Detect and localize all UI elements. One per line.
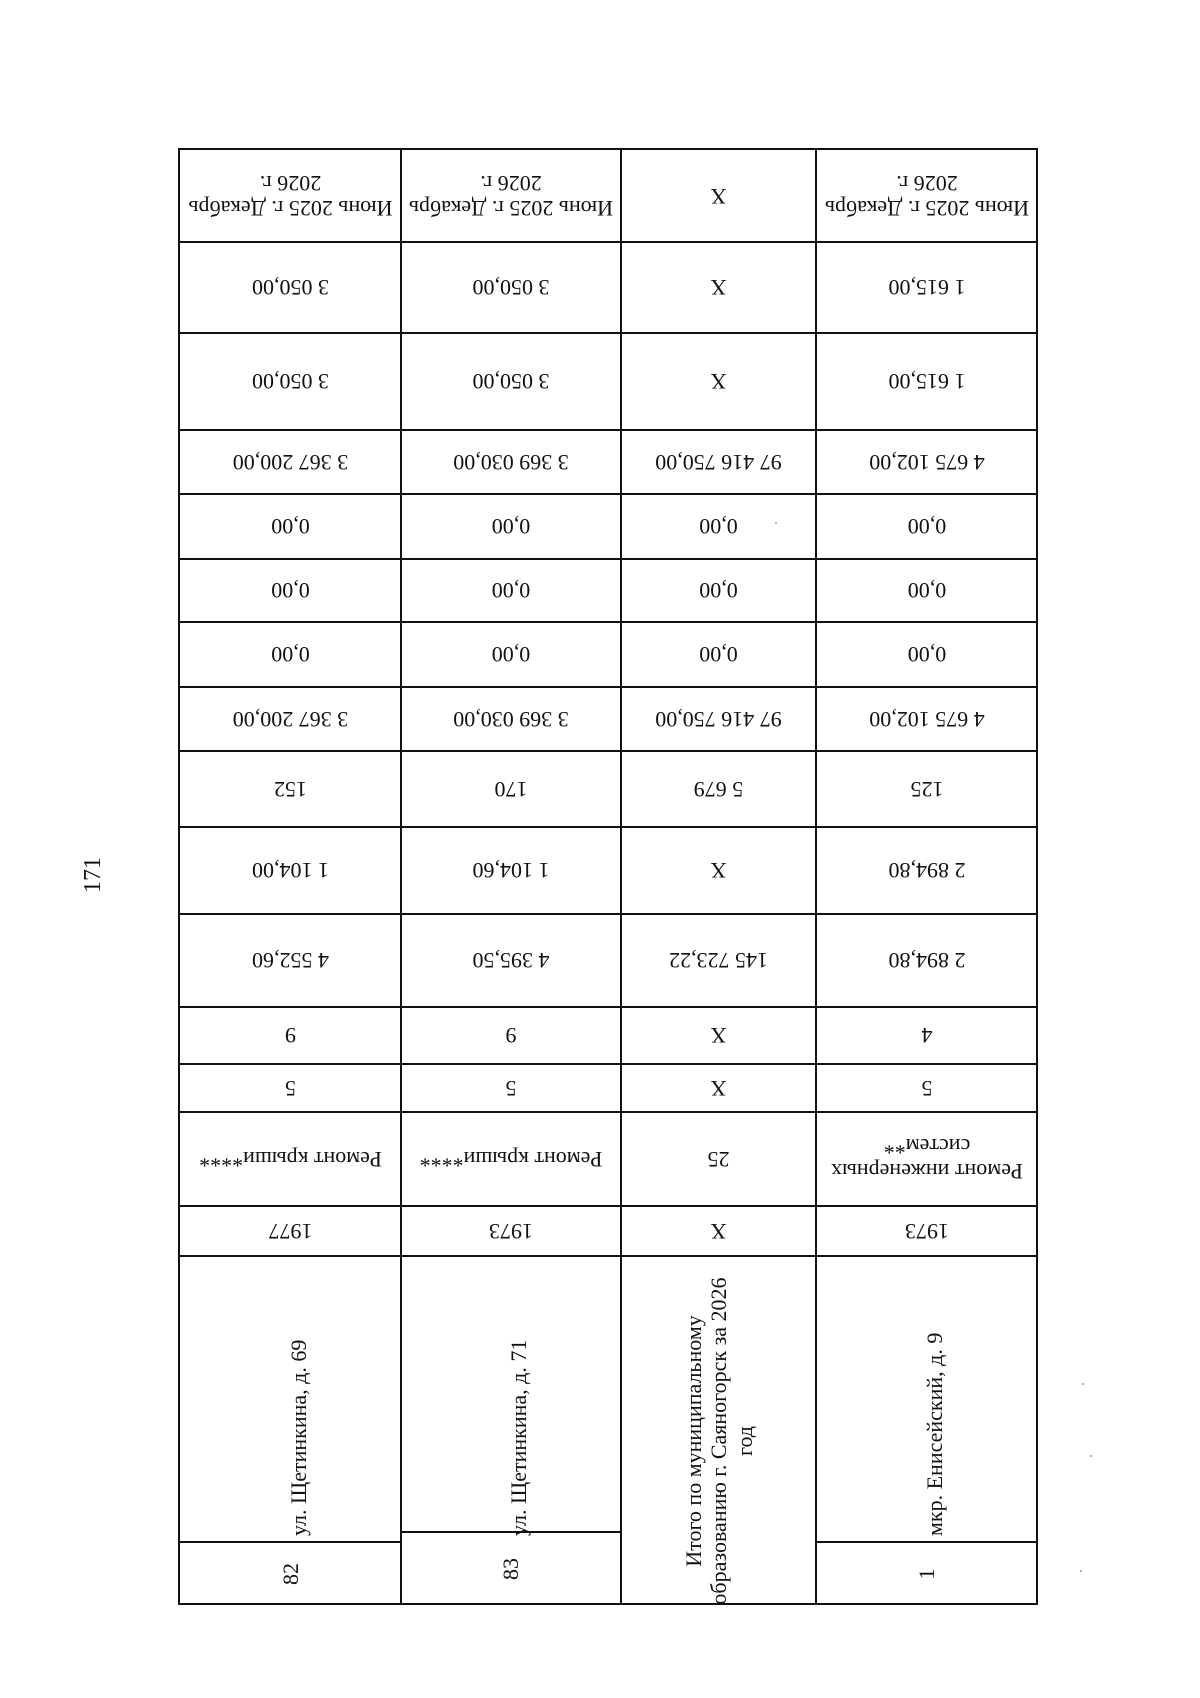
cell-c6: 9	[285, 1023, 296, 1049]
cell-fund: 0,00	[491, 642, 531, 668]
cell-unit-cost: X	[710, 369, 727, 395]
cell-year: 1973	[905, 1218, 949, 1244]
cell-regional: 0,00	[491, 578, 531, 604]
cell-local: 0,00	[699, 514, 738, 540]
cell-year: 1977	[268, 1218, 313, 1244]
cell-living-area: X	[710, 858, 727, 884]
cell-regional: 0,00	[271, 578, 310, 604]
cell-c6: X	[710, 1023, 727, 1049]
cell-residents: 152	[274, 776, 307, 802]
cell-period: Июнь 2025 г. Декабрь 2026 г.	[824, 171, 1030, 222]
cell-year: 1973	[489, 1218, 533, 1244]
cell-area: 4 552,60	[252, 948, 329, 974]
cell-c6: 9	[505, 1023, 517, 1049]
cell-total-cost: 3 367 200,00	[232, 706, 349, 732]
cell-regional: 0,00	[907, 578, 947, 604]
cell-fund: 0,00	[907, 642, 947, 668]
cell-period: X	[710, 183, 727, 209]
cell-max-unit-cost: 1 615,00	[888, 275, 966, 301]
number-cell-divider	[816, 1541, 1038, 1543]
cell-owners: 3 369 030,00	[453, 449, 569, 475]
scan-speck	[1090, 1455, 1092, 1457]
cell-owners: 3 367 200,00	[232, 449, 349, 475]
cell-year: X	[710, 1218, 727, 1244]
cell-row-number: 1	[914, 1568, 940, 1579]
cell-living-area: 1 104,60	[472, 858, 550, 884]
cell-local: 0,00	[907, 514, 947, 540]
cell-row-number: 82	[277, 1562, 303, 1585]
cell-c5: 5	[285, 1075, 296, 1101]
cell-area: 145 723,22	[669, 948, 768, 974]
cell-regional: 0,00	[699, 578, 738, 604]
table-column-divider	[815, 150, 817, 1603]
cell-c5: 5	[505, 1075, 517, 1101]
number-cell-divider	[180, 1541, 401, 1543]
cell-row-number: 83	[498, 1557, 524, 1580]
cell-max-unit-cost: X	[710, 275, 727, 301]
cell-max-unit-cost: 3 050,00	[472, 275, 550, 301]
cell-owners: 97 416 750,00	[655, 449, 782, 475]
cell-work-type: 25	[707, 1146, 730, 1172]
table-column-divider	[400, 150, 402, 1603]
cell-period: Июнь 2025 г. Декабрь 2026 г.	[408, 171, 614, 222]
scan-speck	[1080, 1570, 1082, 1572]
cell-total-cost: 3 369 030,00	[453, 706, 569, 732]
cell-work-type: Ремонт крыши****	[199, 1146, 382, 1172]
cell-c5: X	[710, 1075, 727, 1101]
cell-living-area: 1 104,00	[252, 858, 329, 884]
capital-repair-table	[178, 148, 1038, 1605]
cell-unit-cost: 3 050,00	[252, 369, 329, 395]
cell-local: 0,00	[491, 514, 531, 540]
cell-living-area: 2 894,80	[888, 858, 966, 884]
cell-fund: 0,00	[699, 642, 738, 668]
cell-c6: 4	[921, 1023, 933, 1049]
cell-work-type: Ремонт инженерных систем**	[831, 1134, 1023, 1185]
scan-speck	[775, 522, 777, 524]
cell-total-cost: 97 416 750,00	[655, 706, 782, 732]
cell-unit-cost: 3 050,00	[472, 369, 550, 395]
cell-work-type: Ремонт крыши****	[419, 1146, 603, 1172]
cell-residents: 170	[494, 776, 528, 802]
cell-area: 4 395,50	[472, 948, 550, 974]
cell-residents: 5 679	[693, 776, 744, 802]
cell-total-cost: 4 675 102,00	[869, 706, 985, 732]
cell-address: мкр. Енисейский, д. 9	[922, 1332, 948, 1536]
cell-residents: 125	[910, 776, 944, 802]
scan-speck	[1082, 1383, 1084, 1385]
cell-owners: 4 675 102,00	[869, 449, 985, 475]
cell-address: ул. Щетинкина, д. 69	[285, 1339, 311, 1536]
cell-unit-cost: 1 615,00	[888, 369, 966, 395]
table-column-divider	[620, 150, 622, 1603]
cell-c5: 5	[921, 1075, 933, 1101]
page-number: 171	[80, 857, 106, 893]
cell-area: 2 894,80	[888, 948, 966, 974]
cell-fund: 0,00	[271, 642, 310, 668]
cell-total-label: Итого по муниципальному образованию г. Саяногорск за 2026 год	[680, 1276, 757, 1605]
cell-address: ул. Щетинкина, д. 71	[506, 1339, 532, 1536]
cell-period: Июнь 2025 г. Декабрь 2026 г.	[188, 171, 393, 222]
cell-local: 0,00	[271, 514, 310, 540]
cell-max-unit-cost: 3 050,00	[252, 275, 329, 301]
